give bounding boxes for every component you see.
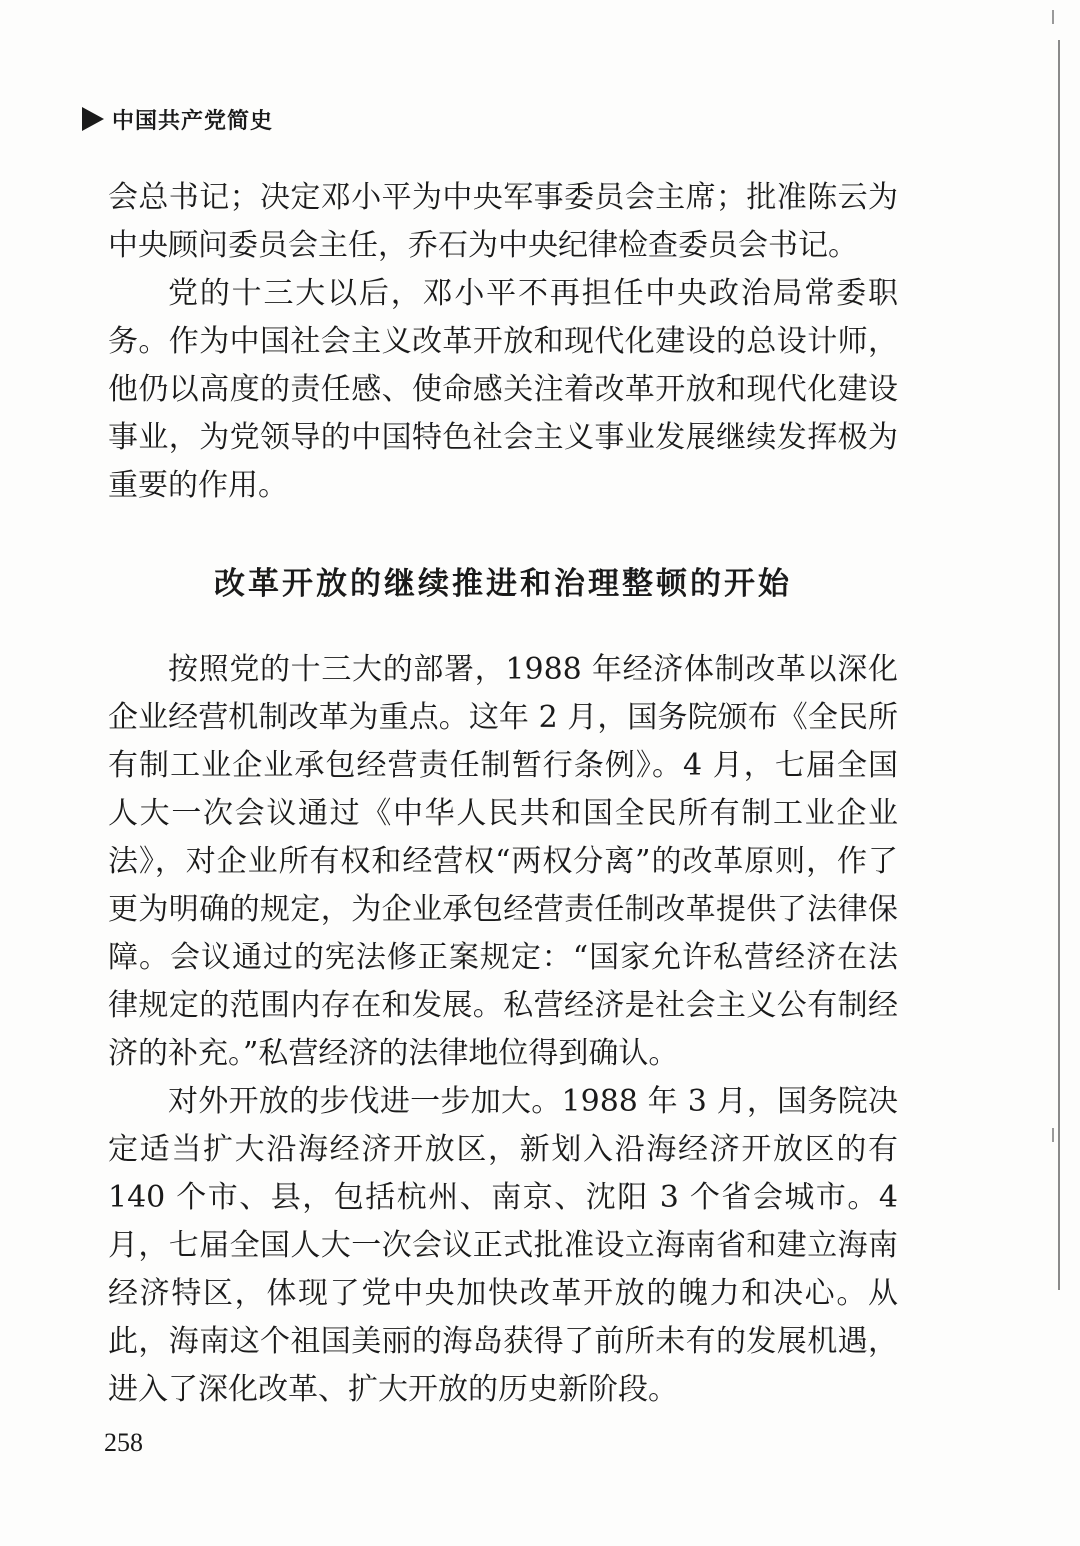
section-heading: 改革开放的继续推进和治理整顿的开始 (214, 566, 792, 602)
paragraph: 按照党的十三大的部署，1988 年经济体制改革以深化企业经营机制改革为重点。这年 2 月，国务院颁布《全民所有制工业企业承包经营责任制暂行条例》。4 月，七届全国人大一次会议通过《中华人民共和国全民所有制工业企业法》，对企业所有权和经营权“两权分离”的改革原则，作了更为明确的规定，为企业承包经营责任制改革提供了法律保障。会议通过的宪法修正案规定：“国家允许私营经济在法律规定的范围内存在和发展。私营经济是社会主义公有制经济的补充。”私营经济的法律地位得到确认。 (108, 652, 898, 1071)
scan-edge-tick (1052, 10, 1054, 24)
scan-edge-tick (1052, 1128, 1054, 1142)
page-number: 258 (104, 1428, 143, 1457)
paragraph: 对外开放的步伐进一步加大。1988 年 3 月，国务院决定适当扩大沿海经济开放区，新划入沿海经济开放区的有 140 个市、县，包括杭州、南京、沈阳 3 个省会城市。4 月，七届全国人大一次会议正式批准设立海南省和建立海南经济特区，体现了党中央加快改革开放的魄力和决心。从此，海南这个祖国美丽的海岛获得了前所未有的发展机遇，进入了深化改革、扩大开放的历史新阶段。 (108, 1084, 898, 1407)
running-header (82, 102, 273, 136)
scan-edge-line (1058, 40, 1060, 1290)
triangle-marker-icon (82, 107, 104, 131)
paragraph: 党的十三大以后，邓小平不再担任中央政治局常委职务。作为中国社会主义改革开放和现代化建设的总设计师，他仍以高度的责任感、使命感关注着改革开放和现代化建设事业，为党领导的中国特色社会主义事业发展继续发挥极为重要的作用。 (108, 276, 898, 503)
paragraph-continued: 会总书记；决定邓小平为中央军事委员会主席；批准陈云为中央顾问委员会主任，乔石为中央纪律检查委员会书记。 (108, 180, 898, 263)
running-title: 中国共产党简史 (112, 108, 274, 134)
